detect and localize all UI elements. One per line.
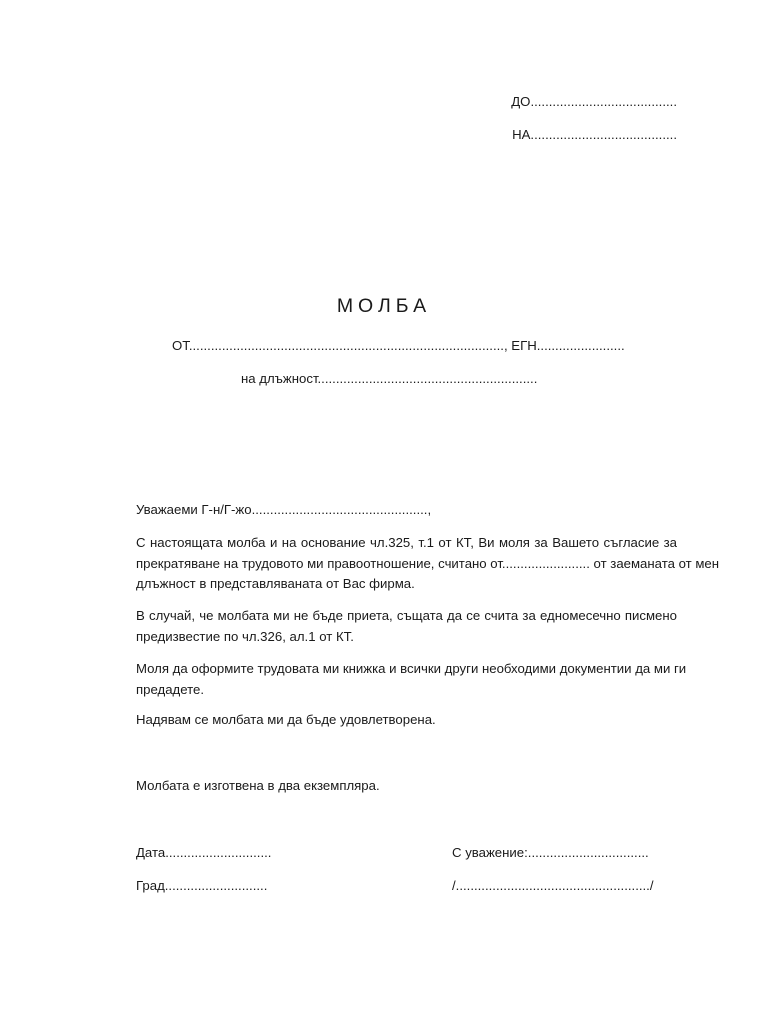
- salutation: Уважаеми Г-н/Г-жо................................................,: [136, 502, 432, 517]
- paragraph-line: Моля да оформите трудовата ми книжка и всички други необходими документии да ми ги: [136, 661, 687, 676]
- date-line: Дата.............................: [136, 845, 272, 860]
- to-recipient-line: ДО........................................: [511, 94, 677, 109]
- regards-line: С уважение:.................................: [452, 845, 649, 860]
- paragraph-copies: Молбата е изготвена в два екземпляра.: [136, 778, 380, 793]
- paragraph-hope: Надявам се молбата ми да бъде удовлетворена.: [136, 712, 436, 727]
- paragraph-documents: [136, 659, 687, 700]
- paragraph-line: С настоящата молба и на основание чл.325, т.1 от КТ, Ви моля за Вашето съгласие за: [136, 535, 677, 550]
- to-company-line: НА........................................: [512, 127, 677, 142]
- document-title: МОЛБА: [336, 295, 432, 317]
- signature-name-line: /...................................................../: [452, 878, 654, 893]
- paragraph-notice: [136, 606, 677, 647]
- city-line: Град............................: [136, 878, 268, 893]
- position-line: на длъжност............................................................: [241, 371, 538, 386]
- from-line: ОТ......................................................................................, ЕГН........................: [172, 338, 625, 353]
- paragraph-line: В случай, че молбата ми не бъде приета, същата да се счита за едномесечно писмено: [136, 608, 677, 623]
- paragraph-line: предизвестие по чл.326, ал.1 от КТ.: [136, 628, 354, 644]
- paragraph-consent: [136, 533, 720, 595]
- paragraph-line: прекратяване на трудовото ми правоотношение, считано от........................ от заеманата от мен: [136, 555, 720, 571]
- paragraph-line: длъжност в представляваната от Вас фирма.: [136, 576, 415, 591]
- paragraph-line: предадете.: [136, 681, 205, 697]
